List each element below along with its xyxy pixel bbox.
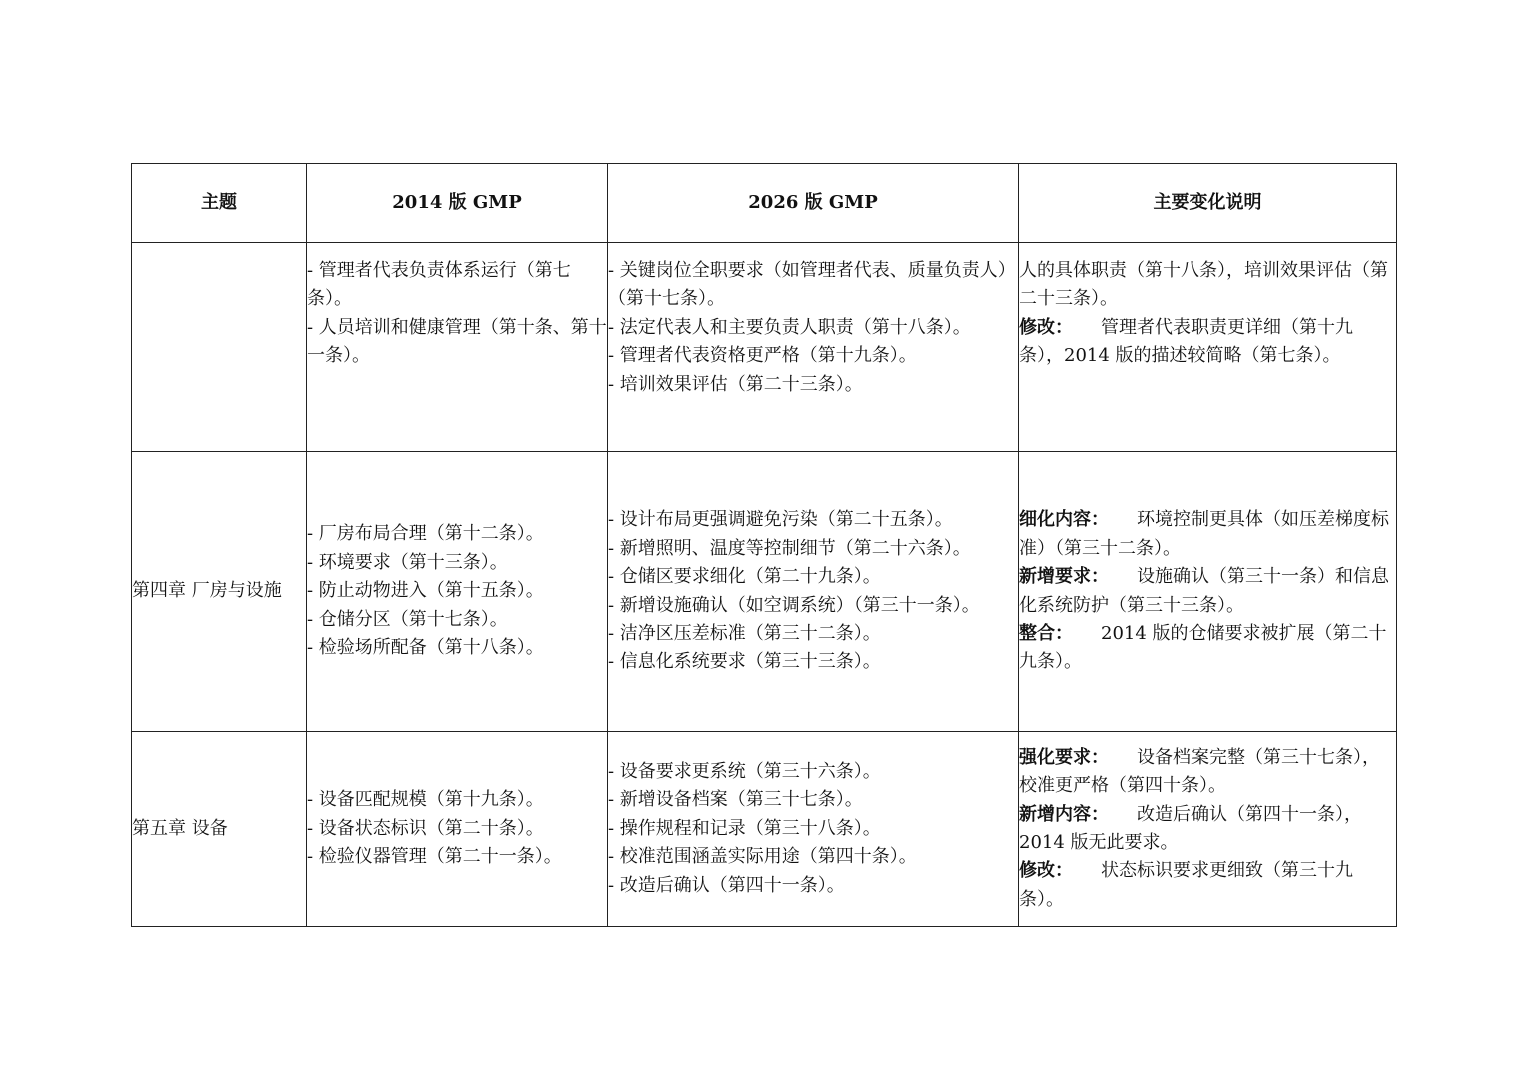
changes-cell [1019,452,1397,732]
list-item: - 厂房布局合理（第十二条）。 [307,523,544,545]
list-item: - 人员培训和健康管理（第十条、第十一条）。 [307,316,607,367]
list-item: - 仓储区要求细化（第二十九条）。 [608,566,881,588]
header-topic: 主题 [132,164,307,243]
row-topic [132,243,307,452]
gmp2026-cell [608,243,1019,452]
list-item: - 设备要求更系统（第三十六条）。 [608,760,881,782]
header-gmp-2026: 2026 版 GMP [608,164,1019,243]
change-note [1019,801,1396,858]
gmp-comparison-table [131,163,1397,927]
gmp2014-cell [307,243,608,452]
change-text: 环境控制更具体（如压差梯度标准）（第三十二条）。 [1019,509,1389,559]
list-item: - 检验仪器管理（第二十一条）。 [307,846,562,868]
change-text: 设备档案完整（第三十七条），校准更严格（第四十条）。 [1019,746,1380,797]
change-note [1019,620,1396,677]
change-note [1019,563,1396,620]
change-text: 2014 版的仓储要求被扩展（第二十九条）。 [1019,622,1387,673]
gmp2026-cell [608,452,1019,732]
list-item: - 环境要求（第十三条）。 [307,551,508,573]
list-item: - 校准范围涵盖实际用途（第四十条）。 [608,846,917,868]
change-label: 新增内容： [1019,803,1109,825]
change-note [1019,257,1396,314]
change-text: 人的具体职责（第十八条），培训效果评估（第二十三条）。 [1019,260,1388,310]
change-label: 整合： [1019,622,1073,644]
list-item: - 新增设施确认（如空调系统）（第三十一条）。 [608,594,980,616]
list-item: - 新增照明、温度等控制细节（第二十六条）。 [608,537,971,559]
list-item: - 仓储分区（第十七条）。 [307,608,508,630]
change-note [1019,314,1396,371]
list-item: - 洁净区压差标准（第三十二条）。 [608,622,881,644]
list-item: - 改造后确认（第四十一条）。 [608,874,845,896]
row-topic: 第五章 设备 [132,732,307,927]
change-text: 改造后确认（第四十一条），2014 版无此要求。 [1019,803,1362,853]
table-row [132,452,1397,732]
list-item: - 设计布局更强调避免污染（第二十五条）。 [608,509,953,531]
table-header-row [132,164,1397,243]
change-note [1019,506,1396,563]
gmp2026-cell [608,732,1019,927]
change-label: 修改： [1019,316,1073,338]
gmp2014-cell [307,452,608,732]
header-gmp-2014: 2014 版 GMP [307,164,608,243]
header-changes: 主要变化说明 [1019,164,1397,243]
changes-cell [1019,243,1397,452]
change-text: 状态标识要求更细致（第三十九条）。 [1019,860,1353,910]
list-item: - 操作规程和记录（第三十八条）。 [608,817,881,839]
list-item: - 关键岗位全职要求（如管理者代表、质量负责人）（第十七条）。 [608,260,1016,310]
list-item: - 检验场所配备（第十八条）。 [307,637,544,659]
table-row [132,732,1397,927]
list-item: - 防止动物进入（第十五条）。 [307,580,544,602]
table-row [132,243,1397,452]
list-item: - 设备匹配规模（第十九条）。 [307,789,544,811]
list-item: - 设备状态标识（第二十条）。 [307,817,544,839]
list-item: - 管理者代表资格更严格（第十九条）。 [608,345,917,367]
list-item: - 新增设备档案（第三十七条）。 [608,789,863,811]
change-note [1019,857,1396,914]
list-item: - 培训效果评估（第二十三条）。 [608,373,863,395]
change-label: 修改： [1019,860,1073,882]
list-item: - 法定代表人和主要负责人职责（第十八条）。 [608,316,971,338]
change-label: 新增要求： [1019,566,1109,588]
list-item: - 信息化系统要求（第三十三条）。 [608,651,881,673]
change-label: 强化要求： [1019,746,1109,768]
change-label: 细化内容： [1019,509,1109,531]
row-topic: 第四章 厂房与设施 [132,452,307,732]
gmp2014-cell [307,732,608,927]
change-text: 管理者代表职责更详细（第十九条），2014 版的描述较简略（第七条）。 [1019,316,1353,367]
change-note [1019,744,1396,801]
change-text: 设施确认（第三十一条）和信息化系统防护（第三十三条）。 [1019,566,1389,616]
list-item: - 管理者代表负责体系运行（第七条）。 [307,260,571,310]
changes-cell [1019,732,1397,927]
